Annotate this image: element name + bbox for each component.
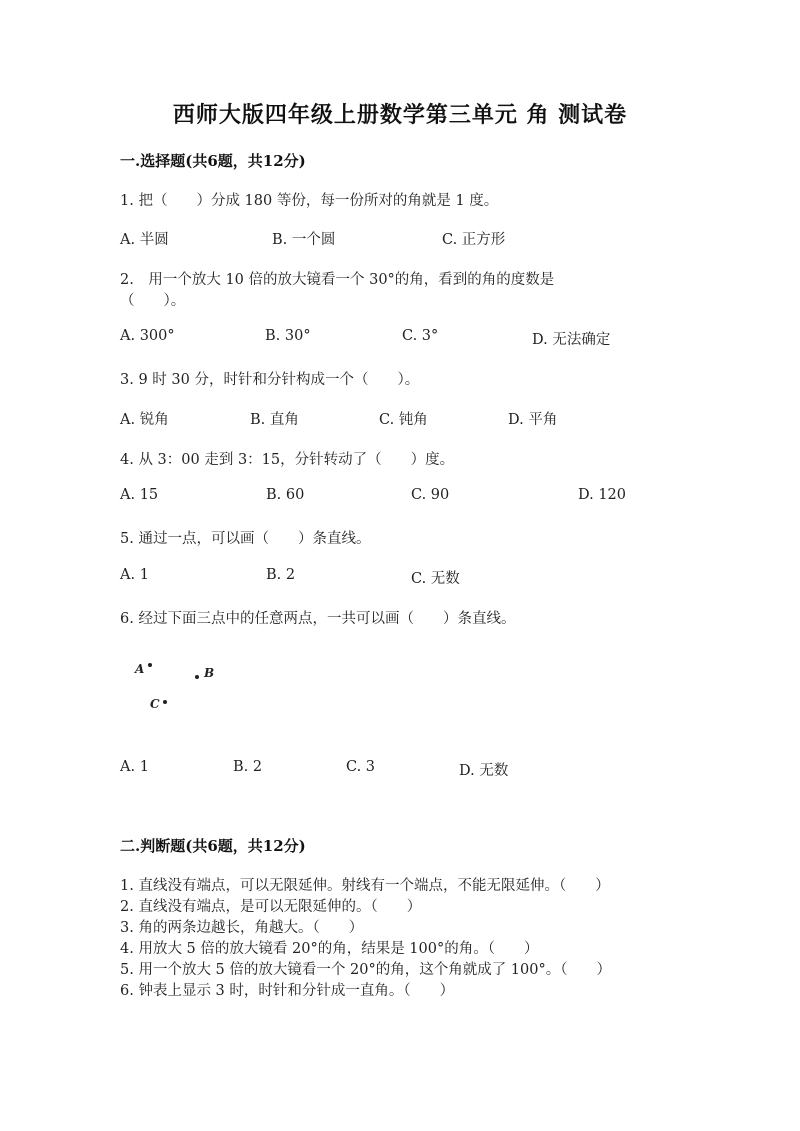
q4-option-b: B. 60 [266, 487, 305, 503]
q3-option-d: D. 平角 [508, 412, 558, 428]
section2-heading: 二.判断题(共6题，共12分) [120, 837, 306, 855]
q4-option-a: A. 15 [120, 487, 159, 503]
q6-option-d: D. 无数 [459, 763, 509, 779]
point-b-label: B [204, 666, 215, 680]
q6-option-c: C. 3 [346, 759, 376, 775]
q6-option-a: A. 1 [120, 759, 149, 775]
q2-option-d: D. 无法确定 [532, 332, 611, 348]
judge-item-6: 6. 钟表上显示 3 时，时针和分针成一直角。（ ） [120, 983, 455, 999]
q1-option-b: B. 一个圆 [272, 232, 336, 248]
q6-option-b: B. 2 [233, 759, 263, 775]
q3-option-a: A. 锐角 [120, 412, 169, 428]
q5-option-a: A. 1 [120, 567, 149, 583]
point-b-dot [195, 675, 199, 679]
q3-option-b: B. 直角 [250, 412, 299, 428]
point-c-label: C [150, 697, 160, 711]
q4-option-c: C. 90 [411, 487, 450, 503]
judge-item-3: 3. 角的两条边越长，角越大。（ ） [120, 920, 364, 936]
q1-option-c: C. 正方形 [442, 232, 506, 248]
section1-heading: 一.选择题(共6题，共12分) [120, 152, 306, 170]
question-6: 6. 经过下面三点中的任意两点，一共可以画（ ）条直线。 [120, 611, 516, 627]
point-a-label: A [135, 662, 145, 676]
question-4: 4. 从 3：00 走到 3：15，分针转动了（ ）度。 [120, 452, 455, 468]
q2-option-b: B. 30° [265, 328, 311, 344]
judge-item-4: 4. 用放大 5 倍的放大镜看 20°的角，结果是 100°的角。（ ） [120, 941, 539, 957]
question-2: 2. 用一个放大 10 倍的放大镜看一个 30°的角，看到的角的度数是 [120, 272, 555, 288]
question-5: 5. 通过一点，可以画（ ）条直线。 [120, 531, 371, 547]
judge-item-5: 5. 用一个放大 5 倍的放大镜看一个 20°的角，这个角就成了 100°。（ ） [120, 962, 611, 978]
q2-option-a: A. 300° [120, 328, 175, 344]
q1-option-a: A. 半圆 [120, 232, 169, 248]
q3-option-c: C. 钝角 [379, 412, 428, 428]
question-1: 1. 把（ ）分成 180 等份，每一份所对的角就是 1 度。 [120, 193, 499, 209]
q5-option-b: B. 2 [266, 567, 296, 583]
q5-option-c: C. 无数 [411, 571, 460, 587]
q4-option-d: D. 120 [578, 487, 627, 503]
question-3: 3. 9 时 30 分，时针和分针构成一个（ ）。 [120, 372, 420, 388]
page-title: 西师大版四年级上册数学第三单元 角 测试卷 [172, 102, 628, 128]
judge-item-2: 2. 直线没有端点，是可以无限延伸的。（ ） [120, 899, 422, 915]
question-2-cont: （ ）。 [120, 293, 186, 309]
judge-item-1: 1. 直线没有端点，可以无限延伸。射线有一个端点，不能无限延伸。（ ） [120, 878, 610, 894]
q2-option-c: C. 3° [402, 328, 439, 344]
point-a-dot [148, 663, 152, 667]
point-c-dot [163, 700, 167, 704]
